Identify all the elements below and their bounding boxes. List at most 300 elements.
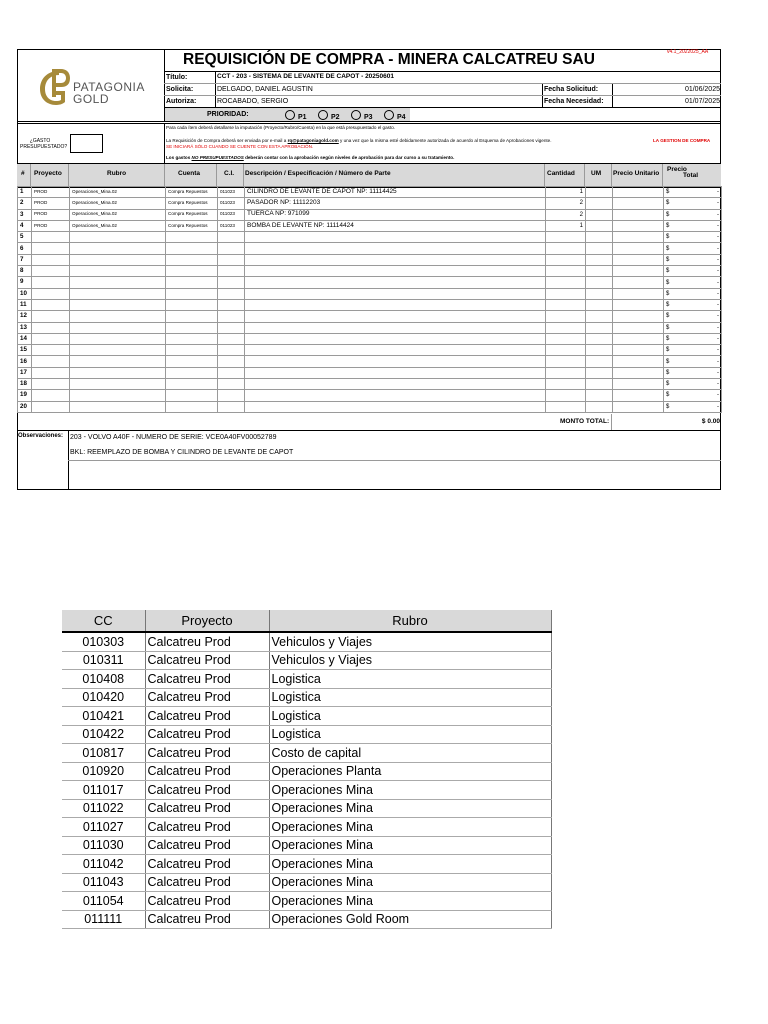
cell-cantidad[interactable]	[546, 401, 586, 412]
cell-um[interactable]	[586, 187, 613, 198]
cell-ci[interactable]	[218, 367, 245, 378]
cell-descripcion[interactable]	[245, 243, 546, 254]
cell-um[interactable]	[586, 209, 613, 220]
reference-cell-proyecto: Calcatreu Prod	[145, 836, 269, 855]
cell-pt[interactable]: $ -	[664, 401, 722, 412]
cell-proyecto[interactable]: PROD	[32, 198, 70, 209]
cell-n: 7	[18, 254, 32, 265]
cell-ci[interactable]	[218, 299, 245, 310]
col-proyecto: Proyecto	[34, 170, 62, 177]
cell-n: 12	[18, 311, 32, 322]
cell-pu[interactable]	[613, 266, 664, 277]
prioridad-option-p4[interactable]: P4	[384, 110, 406, 121]
note-line2: La Requisición de Compra deberá ser enviada por e-mail a rq@patagoniagold.com y una vez que la misma esté debidamente autorizada de acuerdo al Esquema de Aprobaciones vigente.	[166, 138, 552, 143]
cell-rubro[interactable]	[70, 333, 166, 344]
cell-ci[interactable]	[218, 288, 245, 299]
note-line3-red: SE INICIARÁ SÓLO CUANDO SE CUENTE CON ESTA APROBACIÓN.	[166, 144, 314, 149]
reference-cell-proyecto: Calcatreu Prod	[145, 818, 269, 837]
reference-cell-rubro: Logistica	[269, 725, 551, 744]
cell-rubro[interactable]	[70, 367, 166, 378]
cell-pt[interactable]: $ -	[664, 345, 722, 356]
cell-rubro[interactable]: Operaciones_Mina.02	[70, 187, 166, 198]
col-num: #	[21, 170, 25, 177]
cell-descripcion[interactable]	[245, 311, 546, 322]
cell-cantidad[interactable]: 2	[546, 198, 586, 209]
table-row	[18, 198, 722, 209]
radio-icon	[384, 110, 394, 120]
cell-pu[interactable]	[613, 198, 664, 209]
cell-n: 20	[18, 401, 32, 412]
cell-rubro[interactable]	[70, 356, 166, 367]
cell-proyecto[interactable]	[32, 266, 70, 277]
reference-row	[62, 910, 551, 929]
cell-pt[interactable]: $ -	[664, 333, 722, 344]
cell-proyecto[interactable]	[32, 299, 70, 310]
cell-ci[interactable]: 011023	[218, 187, 245, 198]
table-row	[18, 220, 722, 231]
cell-descripcion[interactable]	[245, 232, 546, 243]
cell-n: 13	[18, 322, 32, 333]
observaciones-label: Observaciones:	[18, 433, 64, 439]
cell-pu[interactable]	[613, 333, 664, 344]
titulo-label: Título:	[166, 74, 188, 81]
table-row	[18, 356, 722, 367]
cell-um[interactable]	[586, 266, 613, 277]
cell-pt[interactable]: $ -	[664, 209, 722, 220]
cell-ci[interactable]	[218, 356, 245, 367]
cell-proyecto[interactable]	[32, 254, 70, 265]
cell-pt[interactable]: $ -	[664, 277, 722, 288]
table-row	[18, 209, 722, 220]
gasto-presupuestado-input[interactable]	[70, 134, 103, 153]
reference-header-rubro: Rubro	[269, 610, 551, 632]
cell-pu[interactable]	[613, 367, 664, 378]
cell-n: 8	[18, 266, 32, 277]
reference-cell-rubro: Operaciones Mina	[269, 836, 551, 855]
table-row	[18, 299, 722, 310]
cell-ci[interactable]	[218, 254, 245, 265]
col-cantidad: Cantidad	[547, 170, 575, 177]
monto-total-label: MONTO TOTAL:	[560, 418, 610, 425]
cell-descripcion[interactable]	[245, 401, 546, 412]
cell-pt[interactable]: $ -	[664, 356, 722, 367]
logo-line2: GOLD	[73, 92, 110, 106]
cell-um[interactable]	[586, 379, 613, 390]
cell-n: 17	[18, 367, 32, 378]
cell-cuenta[interactable]	[166, 345, 218, 356]
email-link[interactable]: rq@patagoniagold.com	[287, 138, 339, 143]
table-row	[18, 288, 722, 299]
cell-pu[interactable]	[613, 243, 664, 254]
cell-cuenta[interactable]	[166, 367, 218, 378]
cell-descripcion[interactable]	[245, 379, 546, 390]
cell-cuenta[interactable]	[166, 232, 218, 243]
cell-um[interactable]	[586, 299, 613, 310]
cell-pu[interactable]	[613, 345, 664, 356]
cell-descripcion[interactable]	[245, 345, 546, 356]
cell-n: 19	[18, 390, 32, 401]
cell-rubro[interactable]	[70, 254, 166, 265]
cell-proyecto[interactable]: PROD	[32, 220, 70, 231]
cell-cantidad[interactable]	[546, 232, 586, 243]
items-table	[17, 186, 722, 413]
radio-icon	[285, 110, 295, 120]
cell-cantidad[interactable]	[546, 254, 586, 265]
cell-cuenta[interactable]: Compra Repuestos	[166, 198, 218, 209]
cell-um[interactable]	[586, 401, 613, 412]
cell-pt[interactable]: $ -	[664, 367, 722, 378]
cell-descripcion[interactable]	[245, 390, 546, 401]
cell-n: 6	[18, 243, 32, 254]
cell-cuenta[interactable]	[166, 311, 218, 322]
cell-proyecto[interactable]	[32, 277, 70, 288]
reference-row	[62, 725, 551, 744]
reference-cell-cc: 011042	[62, 855, 145, 874]
cell-cuenta[interactable]	[166, 277, 218, 288]
reference-row	[62, 651, 551, 670]
cell-rubro[interactable]	[70, 277, 166, 288]
cell-ci[interactable]	[218, 345, 245, 356]
cell-cantidad[interactable]: 1	[546, 220, 586, 231]
cell-cantidad[interactable]	[546, 345, 586, 356]
cell-cuenta[interactable]	[166, 390, 218, 401]
reference-cell-cc: 011027	[62, 818, 145, 837]
cell-ci[interactable]	[218, 277, 245, 288]
fecha-necesidad-value[interactable]: 01/07/2025	[684, 98, 720, 105]
cell-rubro[interactable]	[70, 322, 166, 333]
table-row	[18, 322, 722, 333]
cell-descripcion[interactable]	[245, 299, 546, 310]
cell-pu[interactable]	[613, 322, 664, 333]
cell-um[interactable]	[586, 356, 613, 367]
cell-um[interactable]	[586, 367, 613, 378]
autoriza-label: Autoriza:	[166, 98, 197, 105]
cell-n: 11	[18, 299, 32, 310]
cell-cuenta[interactable]: Compra Repuestos	[166, 187, 218, 198]
cell-cantidad[interactable]	[546, 277, 586, 288]
reference-cell-rubro: Vehiculos y Viajes	[269, 651, 551, 670]
prioridad-label: PRIORIDAD:	[207, 111, 249, 118]
cell-pu[interactable]	[613, 232, 664, 243]
cell-um[interactable]	[586, 333, 613, 344]
cell-cuenta[interactable]	[166, 333, 218, 344]
cell-ci[interactable]: 011023	[218, 220, 245, 231]
cell-cantidad[interactable]	[546, 390, 586, 401]
cell-ci[interactable]: 011023	[218, 198, 245, 209]
reference-row	[62, 707, 551, 726]
cell-ci[interactable]	[218, 243, 245, 254]
cell-proyecto[interactable]: PROD	[32, 209, 70, 220]
cell-descripcion[interactable]	[245, 254, 546, 265]
cell-pt[interactable]: $ -	[664, 311, 722, 322]
cell-um[interactable]	[586, 243, 613, 254]
autoriza-value[interactable]: ROCABADO, SERGIO	[217, 98, 289, 105]
col-um: UM	[591, 170, 602, 177]
cell-cantidad[interactable]	[546, 243, 586, 254]
cell-cuenta[interactable]	[166, 322, 218, 333]
cell-ci[interactable]	[218, 311, 245, 322]
table-row	[18, 277, 722, 288]
reference-cell-proyecto: Calcatreu Prod	[145, 910, 269, 929]
requisition-form	[17, 49, 721, 490]
cell-cantidad[interactable]	[546, 266, 586, 277]
cell-proyecto[interactable]	[32, 311, 70, 322]
cell-cantidad[interactable]	[546, 322, 586, 333]
cell-cuenta[interactable]	[166, 299, 218, 310]
cell-pt[interactable]: $ -	[664, 266, 722, 277]
cell-rubro[interactable]	[70, 379, 166, 390]
cell-pt[interactable]: $ -	[664, 288, 722, 299]
cell-cantidad[interactable]: 2	[546, 209, 586, 220]
monto-total-value: $ 0.00	[701, 418, 720, 425]
reference-cell-cc: 010420	[62, 688, 145, 707]
cell-pu[interactable]	[613, 277, 664, 288]
cell-proyecto[interactable]	[32, 232, 70, 243]
cell-pt[interactable]: $ -	[664, 379, 722, 390]
cell-n: 9	[18, 277, 32, 288]
reference-cell-cc: 011022	[62, 799, 145, 818]
cell-proyecto[interactable]	[32, 356, 70, 367]
note-line1: Para cada ítem deberá detallarse la imputación (Proyecto/Rubro/Cuenta) en la que está presupuestado el gasto.	[166, 125, 396, 130]
cost-center-reference-table	[62, 610, 552, 929]
cell-descripcion[interactable]: CILINDRO DE LEVANTE DE CAPOT NP: 11114425	[245, 187, 546, 198]
logo-line1: PATAGONIA	[73, 80, 145, 94]
cell-um[interactable]	[586, 288, 613, 299]
cell-descripcion[interactable]: BOMBA DE LEVANTE NP: 11114424	[245, 220, 546, 231]
page-title: REQUISICIÓN DE COMPRA - MINERA CALCATREU SAU	[183, 51, 595, 68]
cell-rubro[interactable]: Operaciones_Mina.02	[70, 198, 166, 209]
cell-pu[interactable]	[613, 311, 664, 322]
reference-cell-cc: 010303	[62, 632, 145, 651]
cell-ci[interactable]	[218, 333, 245, 344]
reference-row	[62, 744, 551, 763]
cell-cantidad[interactable]	[546, 299, 586, 310]
cell-cuenta[interactable]: Compra Repuestos	[166, 209, 218, 220]
cell-rubro[interactable]: Operaciones_Mina.02	[70, 220, 166, 231]
cell-proyecto[interactable]	[32, 367, 70, 378]
cell-rubro[interactable]	[70, 299, 166, 310]
cell-n: 4	[18, 220, 32, 231]
cell-n: 14	[18, 333, 32, 344]
reference-cell-rubro: Operaciones Mina	[269, 892, 551, 911]
cell-um[interactable]	[586, 322, 613, 333]
cell-pu[interactable]	[613, 209, 664, 220]
cell-descripcion[interactable]	[245, 277, 546, 288]
cell-pu[interactable]	[613, 288, 664, 299]
cell-um[interactable]	[586, 232, 613, 243]
cell-proyecto[interactable]	[32, 401, 70, 412]
cell-pt[interactable]: $ -	[664, 322, 722, 333]
reference-row	[62, 781, 551, 800]
solicita-label: Solicita:	[166, 86, 194, 93]
cell-pu[interactable]	[613, 401, 664, 412]
reference-cell-rubro: Logistica	[269, 670, 551, 689]
cell-descripcion[interactable]	[245, 288, 546, 299]
cell-proyecto[interactable]	[32, 390, 70, 401]
reference-cell-cc: 010311	[62, 651, 145, 670]
table-row	[18, 401, 722, 412]
reference-cell-proyecto: Calcatreu Prod	[145, 781, 269, 800]
col-precio-total-1: Precio	[667, 166, 687, 173]
reference-cell-proyecto: Calcatreu Prod	[145, 892, 269, 911]
cell-um[interactable]	[586, 254, 613, 265]
cell-rubro[interactable]	[70, 288, 166, 299]
prioridad-option-p1[interactable]: P1	[285, 110, 307, 121]
reference-cell-rubro: Operaciones Mina	[269, 799, 551, 818]
cell-um[interactable]	[586, 345, 613, 356]
col-descripcion: Descripción / Especificación / Número de Parte	[245, 170, 391, 177]
reference-row	[62, 799, 551, 818]
prioridad-option-p3[interactable]: P3	[351, 110, 373, 121]
cell-cuenta[interactable]	[166, 243, 218, 254]
cell-cantidad[interactable]	[546, 367, 586, 378]
observaciones-line1[interactable]: 203 - VOLVO A40F - NUMERO DE SERIE: VCE0A40FV00052789	[70, 434, 277, 441]
cell-cantidad[interactable]	[546, 311, 586, 322]
cell-um[interactable]	[586, 390, 613, 401]
gasto-presupuestado-label: ¿GASTO PRESUPUESTADO?	[20, 138, 68, 150]
reference-cell-proyecto: Calcatreu Prod	[145, 651, 269, 670]
fecha-solicitud-label: Fecha Solicitud:	[544, 86, 599, 93]
cell-pt[interactable]: $ -	[664, 220, 722, 231]
reference-cell-cc: 011043	[62, 873, 145, 892]
cell-pu[interactable]	[613, 299, 664, 310]
cell-descripcion[interactable]: TUERCA NP: 971099	[245, 209, 546, 220]
col-ci: C.I.	[224, 170, 235, 177]
cell-pt[interactable]: $ -	[664, 254, 722, 265]
table-row	[18, 390, 722, 401]
cell-proyecto[interactable]	[32, 333, 70, 344]
cell-rubro[interactable]	[70, 243, 166, 254]
cell-ci[interactable]	[218, 322, 245, 333]
reference-cell-proyecto: Calcatreu Prod	[145, 725, 269, 744]
cell-rubro[interactable]	[70, 390, 166, 401]
cell-rubro[interactable]	[70, 232, 166, 243]
cell-cuenta[interactable]	[166, 266, 218, 277]
reference-row	[62, 892, 551, 911]
reference-cell-cc: 010421	[62, 707, 145, 726]
cell-cantidad[interactable]	[546, 333, 586, 344]
cell-rubro[interactable]	[70, 401, 166, 412]
cell-rubro[interactable]	[70, 345, 166, 356]
reference-cell-rubro: Vehiculos y Viajes	[269, 632, 551, 651]
cell-cuenta[interactable]	[166, 356, 218, 367]
solicita-value[interactable]: DELGADO, DANIEL AGUSTIN	[217, 86, 313, 93]
cell-ci[interactable]	[218, 232, 245, 243]
cell-pu[interactable]	[613, 254, 664, 265]
cell-ci[interactable]	[218, 266, 245, 277]
cell-n: 5	[18, 232, 32, 243]
reference-cell-rubro: Operaciones Planta	[269, 762, 551, 781]
cell-ci[interactable]	[218, 401, 245, 412]
cell-n: 1	[18, 187, 32, 198]
cell-pt[interactable]: $ -	[664, 187, 722, 198]
cell-pt[interactable]: $ -	[664, 390, 722, 401]
reference-cell-rubro: Operaciones Mina	[269, 873, 551, 892]
table-row	[18, 311, 722, 322]
cell-pu[interactable]	[613, 187, 664, 198]
col-cuenta: Cuenta	[178, 170, 201, 177]
reference-cell-rubro: Logistica	[269, 688, 551, 707]
reference-cell-proyecto: Calcatreu Prod	[145, 799, 269, 818]
reference-cell-rubro: Operaciones Mina	[269, 855, 551, 874]
reference-cell-cc: 011111	[62, 910, 145, 929]
cell-proyecto[interactable]	[32, 345, 70, 356]
cell-cuenta[interactable]	[166, 254, 218, 265]
cell-proyecto[interactable]	[32, 322, 70, 333]
fecha-solicitud-value[interactable]: 01/06/2025	[684, 86, 720, 93]
cell-ci[interactable]	[218, 390, 245, 401]
cell-proyecto[interactable]	[32, 243, 70, 254]
cell-cantidad[interactable]	[546, 356, 586, 367]
cell-ci[interactable]	[218, 379, 245, 390]
cell-um[interactable]	[586, 277, 613, 288]
cell-cantidad[interactable]	[546, 288, 586, 299]
cell-descripcion[interactable]	[245, 356, 546, 367]
cell-pu[interactable]	[613, 390, 664, 401]
observaciones-line2[interactable]: BKL: REEMPLAZO DE BOMBA Y CILINDRO DE LEVANTE DE CAPOT	[70, 449, 294, 456]
reference-cell-proyecto: Calcatreu Prod	[145, 670, 269, 689]
col-precio-unitario: Precio Unitario	[613, 170, 660, 177]
cell-rubro[interactable]: Operaciones_Mina.02	[70, 209, 166, 220]
cell-cuenta[interactable]: Compra Repuestos	[166, 220, 218, 231]
cell-pu[interactable]	[613, 220, 664, 231]
prioridad-option-p2[interactable]: P2	[318, 110, 340, 121]
cell-proyecto[interactable]	[32, 288, 70, 299]
reference-cell-proyecto: Calcatreu Prod	[145, 688, 269, 707]
reference-row	[62, 632, 551, 651]
reference-cell-cc: 011054	[62, 892, 145, 911]
cell-proyecto[interactable]	[32, 379, 70, 390]
cell-pu[interactable]	[613, 379, 664, 390]
radio-icon	[351, 110, 361, 120]
cell-um[interactable]	[586, 220, 613, 231]
cell-proyecto[interactable]: PROD	[32, 187, 70, 198]
cell-pt[interactable]: $ -	[664, 198, 722, 209]
cell-cantidad[interactable]	[546, 379, 586, 390]
cell-descripcion[interactable]: PASADOR NP: 11112203	[245, 198, 546, 209]
cell-cuenta[interactable]	[166, 401, 218, 412]
table-row	[18, 187, 722, 198]
reference-cell-cc: 010920	[62, 762, 145, 781]
reference-row	[62, 836, 551, 855]
cell-descripcion[interactable]	[245, 333, 546, 344]
cell-descripcion[interactable]	[245, 322, 546, 333]
cell-rubro[interactable]	[70, 266, 166, 277]
cell-descripcion[interactable]	[245, 367, 546, 378]
reference-cell-rubro: Operaciones Gold Room	[269, 910, 551, 929]
cell-cuenta[interactable]	[166, 288, 218, 299]
cell-ci[interactable]: 011023	[218, 209, 245, 220]
cell-pt[interactable]: $ -	[664, 243, 722, 254]
cell-pt[interactable]: $ -	[664, 299, 722, 310]
cell-um[interactable]	[586, 311, 613, 322]
reference-cell-rubro: Operaciones Mina	[269, 818, 551, 837]
cell-um[interactable]	[586, 198, 613, 209]
table-row	[18, 367, 722, 378]
titulo-value[interactable]: CCT - 203 - SISTEMA DE LEVANTE DE CAPOT - 20250601	[217, 73, 394, 80]
cell-rubro[interactable]	[70, 311, 166, 322]
cell-pt[interactable]: $ -	[664, 232, 722, 243]
cell-cuenta[interactable]	[166, 379, 218, 390]
reference-header-proyecto: Proyecto	[145, 610, 269, 632]
cell-descripcion[interactable]	[245, 266, 546, 277]
cell-n: 10	[18, 288, 32, 299]
reference-cell-proyecto: Calcatreu Prod	[145, 873, 269, 892]
table-row	[18, 345, 722, 356]
cell-cantidad[interactable]: 1	[546, 187, 586, 198]
cell-pu[interactable]	[613, 356, 664, 367]
patagonia-gold-logo-icon	[37, 67, 73, 107]
